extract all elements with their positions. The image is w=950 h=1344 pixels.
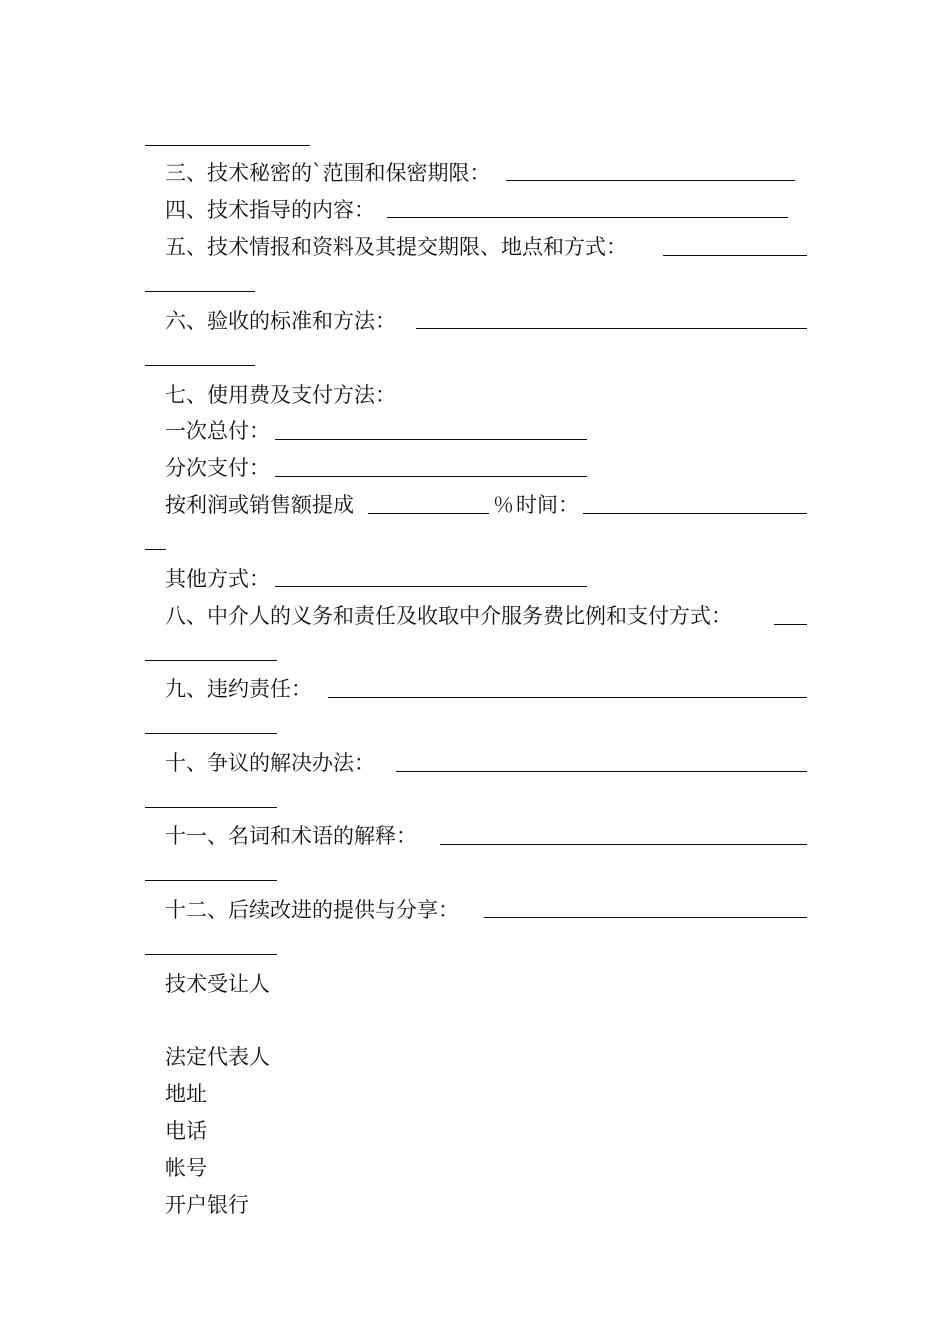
clause-10-blank[interactable] — [396, 771, 807, 772]
clause-9-label: 九、违约责任： — [165, 677, 312, 701]
clause-5-blank-cont[interactable] — [145, 291, 255, 292]
payment-percent-blank[interactable] — [368, 513, 489, 514]
clause-8-label: 八、中介人的义务和责任及收取中介服务费比例和支付方式： — [165, 604, 732, 628]
signature-address-label: 地址 — [165, 1082, 207, 1106]
payment-once-label: 一次总付： — [165, 419, 270, 443]
clause-5-blank[interactable] — [663, 255, 807, 256]
clause-11-blank-cont[interactable] — [145, 880, 277, 881]
clause-4-blank[interactable] — [387, 217, 788, 218]
clause-12-blank-cont[interactable] — [145, 954, 277, 955]
blank-line-continuation[interactable] — [145, 145, 310, 146]
payment-profit-label: 按利润或销售额提成 — [165, 493, 354, 517]
clause-9-blank[interactable] — [328, 697, 807, 698]
signature-legal-rep-label: 法定代表人 — [165, 1045, 270, 1069]
clause-3-label: 三、技术秘密的`范围和保密期限： — [165, 161, 491, 185]
clause-5-label: 五、技术情报和资料及其提交期限、地点和方式： — [165, 235, 627, 259]
payment-other-blank[interactable] — [275, 586, 587, 587]
clause-9-blank-cont[interactable] — [145, 733, 277, 734]
clause-3-blank[interactable] — [506, 180, 795, 181]
payment-installment-blank[interactable] — [275, 476, 587, 477]
clause-7-label: 七、使用费及支付方法： — [165, 383, 396, 407]
payment-time-blank-cont[interactable] — [145, 549, 166, 550]
payment-once-blank[interactable] — [275, 439, 587, 440]
payment-other-label: 其他方式： — [165, 567, 270, 591]
clause-11-blank[interactable] — [440, 844, 807, 845]
clause-10-blank-cont[interactable] — [145, 807, 277, 808]
clause-10-label: 十、争议的解决办法： — [165, 751, 375, 775]
clause-8-blank-cont[interactable] — [145, 660, 277, 661]
signature-party-label: 技术受让人 — [165, 972, 270, 996]
signature-bank-label: 开户银行 — [165, 1193, 249, 1217]
payment-installment-label: 分次支付： — [165, 456, 270, 480]
payment-percent-sign: ％ — [493, 493, 514, 517]
clause-4-label: 四、技术指导的内容： — [165, 198, 375, 222]
payment-time-blank[interactable] — [583, 513, 807, 514]
signature-account-label: 帐号 — [165, 1156, 207, 1180]
clause-12-blank[interactable] — [484, 917, 807, 918]
signature-phone-label: 电话 — [165, 1119, 207, 1143]
clause-11-label: 十一、名词和术语的解释： — [165, 824, 417, 848]
payment-time-label: 时间： — [516, 493, 579, 517]
clause-6-label: 六、验收的标准和方法： — [165, 309, 396, 333]
clause-6-blank-cont[interactable] — [145, 365, 255, 366]
clause-8-blank[interactable] — [774, 624, 807, 625]
clause-12-label: 十二、后续改进的提供与分享： — [165, 898, 459, 922]
clause-6-blank[interactable] — [416, 328, 807, 329]
